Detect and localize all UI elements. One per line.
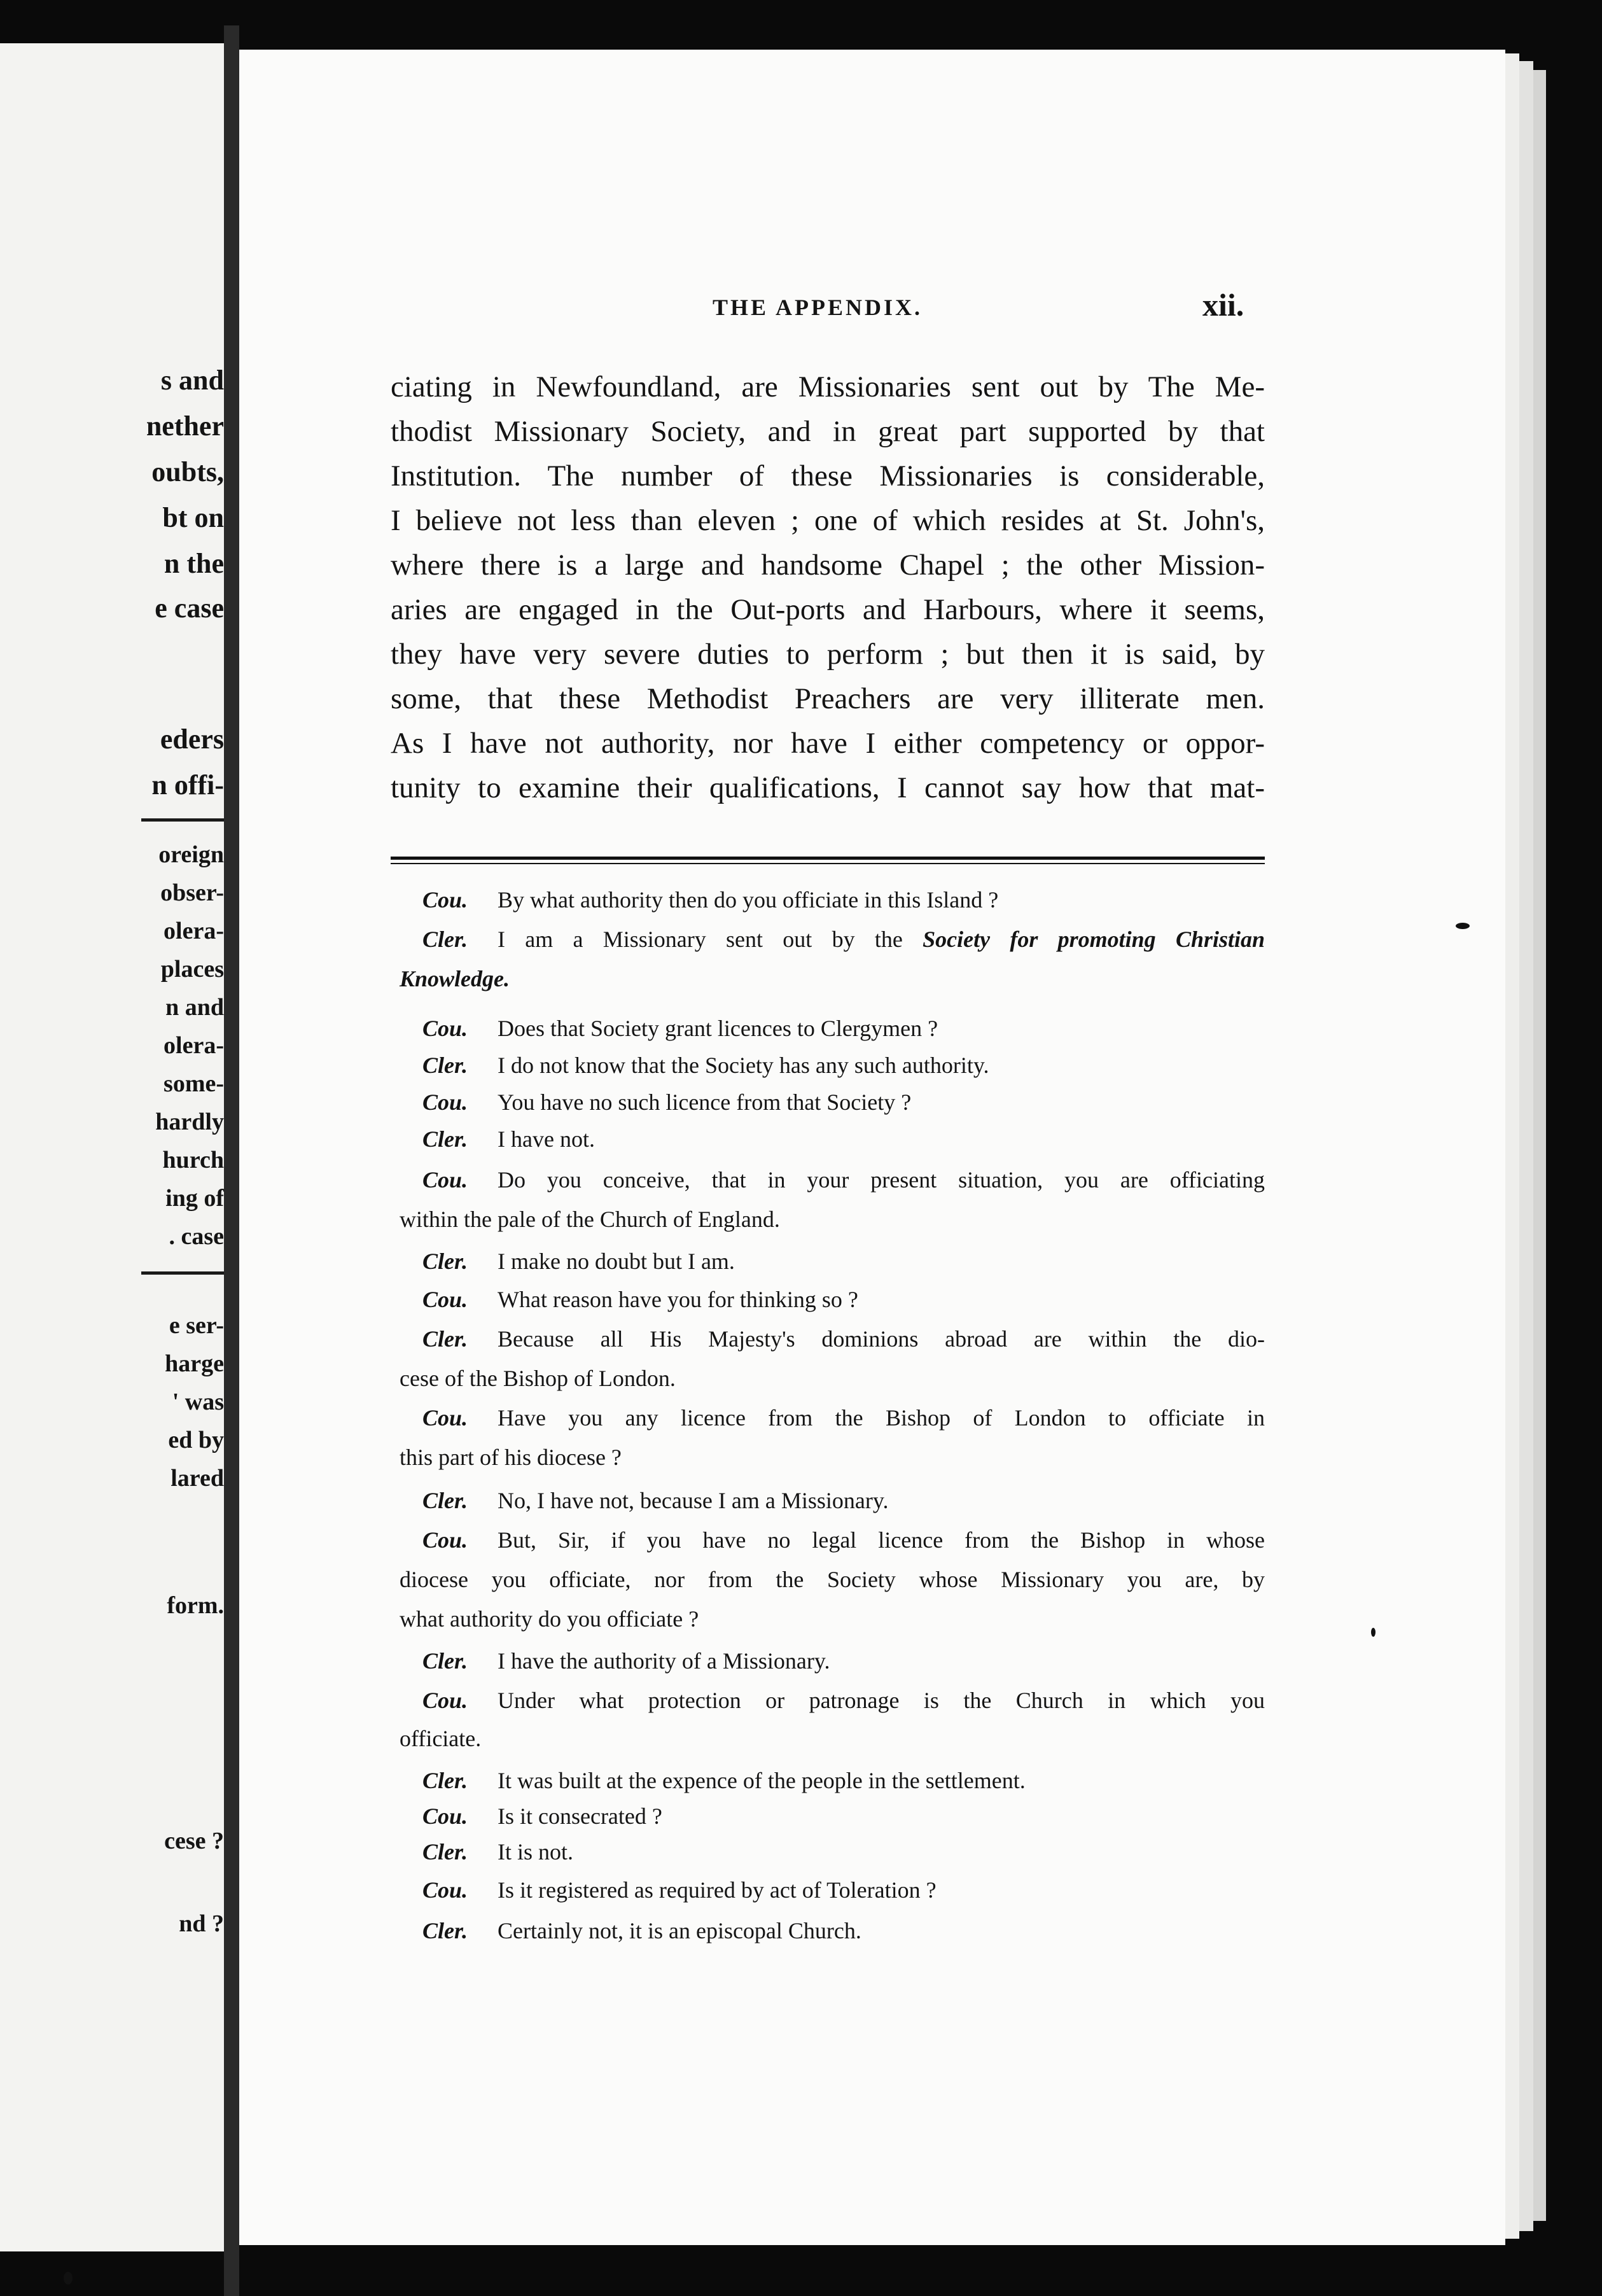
left-fragment: nether <box>146 410 224 442</box>
speaker: Cou. <box>422 1688 468 1713</box>
dialogue-line <box>400 1489 1265 1512</box>
speaker: Cler. <box>422 1648 468 1674</box>
speech: Because all His Majesty's dominions abroad are within the dio- <box>498 1326 1265 1352</box>
left-fragment: n offi- <box>151 769 224 801</box>
ink-speck <box>1456 923 1470 929</box>
page-edge <box>1533 70 1546 2221</box>
body-line: thodist Missionary Society, and in great part supported by that <box>391 415 1265 448</box>
speech: I do not know that the Society has any such authority. <box>498 1053 989 1078</box>
speech: I am a Missionary sent out by the <box>498 927 903 952</box>
left-fragment: hurch <box>162 1147 224 1173</box>
left-fragment: n and <box>165 994 224 1021</box>
speech: I have not. <box>498 1126 595 1152</box>
dialogue-continuation: officiate. <box>400 1726 482 1751</box>
speaker: Cler. <box>422 1918 468 1943</box>
speaker: Cou. <box>422 1287 468 1312</box>
book-gutter <box>224 25 239 2296</box>
dialogue-continuation: diocese you officiate, nor from the Society whose Missionary you are, by <box>400 1567 1265 1592</box>
left-fragment: places <box>160 956 224 983</box>
speech: It was built at the expence of the people in the settlement. <box>498 1768 1026 1793</box>
speech: Certainly not, it is an episcopal Church. <box>498 1918 861 1943</box>
dialogue-line <box>400 1168 1265 1191</box>
body-line: aries are engaged in the Out-ports and Harbours, where it seems, <box>391 593 1265 626</box>
body-line: As I have not authority, nor have I either competency or oppor- <box>391 727 1265 760</box>
page-edge <box>1505 53 1519 2239</box>
page-number: xii. <box>1202 287 1244 323</box>
dialogue-line <box>400 1054 1265 1077</box>
left-fragment: e case <box>155 592 224 624</box>
speech: But, Sir, if you have no legal licence from the Bishop in whose <box>498 1527 1265 1553</box>
speaker: Cou. <box>422 1877 468 1903</box>
body-line: I believe not less than eleven ; one of which resides at St. John's, <box>391 504 1265 537</box>
body-line: tunity to examine their qualifications, I cannot say how that mat- <box>391 771 1265 804</box>
dialogue-line <box>400 1250 1265 1273</box>
left-fragment: ing of <box>165 1185 224 1212</box>
dialogue-line <box>400 1919 1265 1942</box>
speech: No, I have not, because I am a Missionary. <box>498 1488 889 1513</box>
speech-italic: Knowledge. <box>400 966 510 991</box>
dialogue-line <box>400 1805 1265 1828</box>
speaker: Cler. <box>422 1249 468 1274</box>
speech: It is not. <box>498 1839 574 1865</box>
dialogue-line <box>400 1689 1265 1712</box>
left-fragment: olera- <box>164 1032 224 1059</box>
footnote-rule <box>391 857 1265 860</box>
ink-speck <box>1371 1628 1376 1637</box>
body-line: some, that these Methodist Preachers are very illiterate men. <box>391 682 1265 715</box>
dialogue-line <box>400 1649 1265 1672</box>
dialogue-continuation: within the pale of the Church of England. <box>400 1207 780 1232</box>
left-fragment: some- <box>164 1070 224 1097</box>
dialogue-continuation <box>400 967 510 990</box>
speaker: Cler. <box>422 1488 468 1513</box>
dialogue-line <box>400 1327 1265 1350</box>
speaker: Cler. <box>422 927 468 952</box>
speaker: Cou. <box>422 1089 468 1115</box>
left-fragment: harge <box>165 1350 224 1377</box>
left-fragment: eders <box>160 724 224 755</box>
speaker: Cou. <box>422 1527 468 1553</box>
left-fragment: n the <box>164 548 224 579</box>
dialogue-line <box>400 928 1265 951</box>
body-line: ciating in Newfoundland, are Missionaries sent out by The Me- <box>391 370 1265 403</box>
footnote-rule-thin <box>391 863 1265 864</box>
left-fragment: oubts, <box>151 456 224 487</box>
speech: Do you conceive, that in your present situation, you are officiating <box>498 1167 1265 1193</box>
speaker: Cler. <box>422 1326 468 1352</box>
left-fragment: . case <box>169 1223 224 1250</box>
left-fragment: e ser- <box>169 1312 224 1339</box>
speech: I have the authority of a Missionary. <box>498 1648 830 1674</box>
dialogue-line <box>400 1288 1265 1311</box>
speaker: Cler. <box>422 1768 468 1793</box>
body-line: they have very severe duties to perform ; but then it is said, by <box>391 638 1265 671</box>
left-fragment: lared <box>171 1465 224 1492</box>
dialogue-line <box>400 1840 1265 1863</box>
dialogue-line <box>400 1406 1265 1429</box>
speech: Does that Society grant licences to Clergymen ? <box>498 1016 938 1041</box>
speaker: Cou. <box>422 1803 468 1829</box>
left-fragment: s and <box>160 365 224 396</box>
speaker: Cou. <box>422 1016 468 1041</box>
dialogue-line <box>400 1769 1265 1792</box>
left-fragment: cese ? <box>164 1828 224 1854</box>
speech: You have no such licence from that Society ? <box>498 1089 912 1115</box>
page-edge <box>1519 61 1533 2231</box>
dialogue-continuation: this part of his diocese ? <box>400 1445 622 1470</box>
speech: Is it registered as required by act of Toleration ? <box>498 1877 937 1903</box>
speaker: Cou. <box>422 1167 468 1193</box>
dialogue-line <box>400 888 1265 911</box>
left-fragment: oreign <box>158 841 224 868</box>
speaker: Cou. <box>422 1405 468 1431</box>
left-fragment: hardly <box>155 1109 224 1135</box>
speech: By what authority then do you officiate in this Island ? <box>498 887 999 913</box>
dialogue-continuation: cese of the Bishop of London. <box>400 1366 676 1391</box>
dialogue-continuation: what authority do you officiate ? <box>400 1606 699 1632</box>
ink-speck <box>64 2272 73 2285</box>
left-fragment: ed by <box>168 1427 224 1453</box>
left-fragment: obser- <box>160 879 224 906</box>
left-fragment: form. <box>167 1592 224 1619</box>
left-fragment: bt on <box>162 502 224 533</box>
left-rule <box>141 818 224 822</box>
left-rule <box>141 1271 224 1275</box>
dialogue-line <box>400 1017 1265 1040</box>
speech: I make no doubt but I am. <box>498 1249 735 1274</box>
running-head: THE APPENDIX. <box>713 295 923 320</box>
speech: Under what protection or patronage is the Church in which you <box>498 1688 1265 1713</box>
speaker: Cler. <box>422 1839 468 1865</box>
dialogue-line <box>400 1529 1265 1551</box>
left-page <box>0 43 224 2251</box>
body-line: Institution. The number of these Missionaries is considerable, <box>391 459 1265 493</box>
speaker: Cler. <box>422 1126 468 1152</box>
speech: What reason have you for thinking so ? <box>498 1287 858 1312</box>
left-fragment: nd ? <box>179 1910 224 1937</box>
left-fragment: olera- <box>164 918 224 944</box>
speech: Have you any licence from the Bishop of London to officiate in <box>498 1405 1265 1431</box>
speaker: Cou. <box>422 887 468 913</box>
speech-italic: Society for promoting Christian <box>923 927 1265 952</box>
dialogue-line <box>400 1091 1265 1114</box>
body-line: where there is a large and handsome Chapel ; the other Mission- <box>391 549 1265 582</box>
left-fragment: ' was <box>172 1389 224 1415</box>
speaker: Cler. <box>422 1053 468 1078</box>
dialogue-line <box>400 1879 1265 1901</box>
speech: Is it consecrated ? <box>498 1803 662 1829</box>
dialogue-line <box>400 1128 1265 1151</box>
